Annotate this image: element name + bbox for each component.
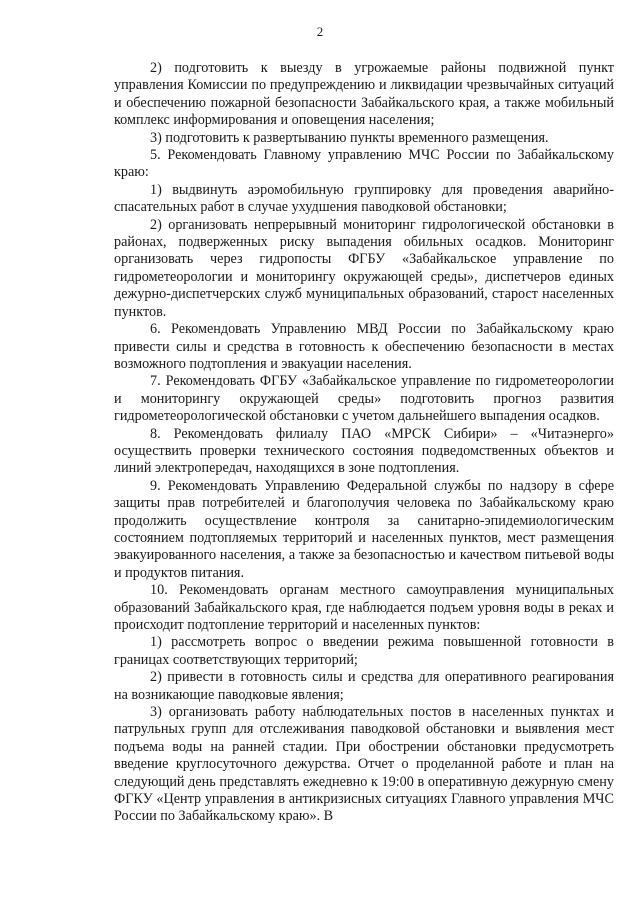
paragraph-2-mobile-command-post: 2) подготовить к выезду в угрожаемые районы подвижной пункт управления Комиссии по предупреждению и ликвидации чрезвычайных ситуаций и обеспечению пожарной безопасности Забайкальского края, а также мобильный комплекс информирования и оповещения населения; xyxy=(114,60,614,129)
page-number: 2 xyxy=(316,24,324,39)
paragraph-8-mrsk-recommendation: 8. Рекомендовать филиалу ПАО «МРСК Сибири» – «Читаэнерго» осуществить проверки технического состояния подведомственных объектов и линий электропередач, находящихся в зоне подтопления. xyxy=(114,425,614,477)
paragraph-7-fgbu-recommendation: 7. Рекомендовать ФГБУ «Забайкальское управление по гидрометеорологии и мониторингу окружающей среды» подготовить прогноз развития гидрометеорологической обстановки с учетом дальнейшего выпадения осадков. xyxy=(114,373,614,425)
paragraph-10-3-observation-posts: 3) организовать работу наблюдательных постов в населенных пунктах и патрульных групп для отслеживания паводковой обстановки и выявления мест подъема воды на ранней стадии. При обострении обстановки предусмотреть введение круглосуточного дежурства. Отчет о проделанной работе и план на следующий день представлять ежедневно к 19:00 в оперативную дежурную смену ФГКУ «Центр управления в антикризисных ситуациях Главного управления МЧС России по Забайкальскому краю». В xyxy=(114,704,614,825)
paragraph-10-2-forces-readiness: 2) привести в готовность силы и средства для оперативного реагирования на возникающие паводковые явления; xyxy=(114,669,614,703)
paragraph-10-1-readiness-regime: 1) рассмотреть вопрос о введении режима повышенной готовности в границах соответствующих территорий; xyxy=(114,634,614,668)
paragraph-5-1-airmobile-group: 1) выдвинуть аэромобильную группировку для проведения аварийно-спасательных работ в случае ухудшения паводковой обстановки; xyxy=(114,181,614,216)
paragraph-6-mvd-recommendation: 6. Рекомендовать Управлению МВД России по Забайкальскому краю привести силы и средства в готовность к обеспечению безопасности в местах возможного подтопления и эвакуации населения. xyxy=(114,321,614,372)
paragraph-5-2-monitoring: 2) организовать непрерывный мониторинг гидрологической обстановки в районах, подверженных риску выпадения обильных осадков. Мониторинг организовать через гидропосты ФГБУ «Забайкальское управление по гидрометеорологии и мониторингу окружающей среды», диспетчеров единых дежурно-диспетчерских служб муниципальных образований, старост населенных пунктов. xyxy=(114,216,614,320)
document-body xyxy=(114,60,614,826)
paragraph-3-temporary-shelters: 3) подготовить к развертыванию пункты временного размещения. xyxy=(150,129,549,146)
paragraph-10-local-government: 10. Рекомендовать органам местного самоуправления муниципальных образований Забайкальского края, где наблюдается подъем уровня воды в реках и происходит подтопление территорий и населенных пунктов: xyxy=(114,582,614,633)
paragraph-5-mchs-recommendation: 5. Рекомендовать Главному управлению МЧС России по Забайкальскому краю: xyxy=(114,147,614,181)
paragraph-9-rospotrebnadzor-recommendation: 9. Рекомендовать Управлению Федеральной службы по надзору в сфере защиты прав потребителей и благополучия человека по Забайкальскому краю продолжить осуществление контроля за санитарно-эпидемиологическим состоянием подтопляемых территорий и населенных пунктов, мест размещения эвакуированного населения, а также за безопасностью и качеством питьевой воды и продуктов питания. xyxy=(114,477,614,581)
